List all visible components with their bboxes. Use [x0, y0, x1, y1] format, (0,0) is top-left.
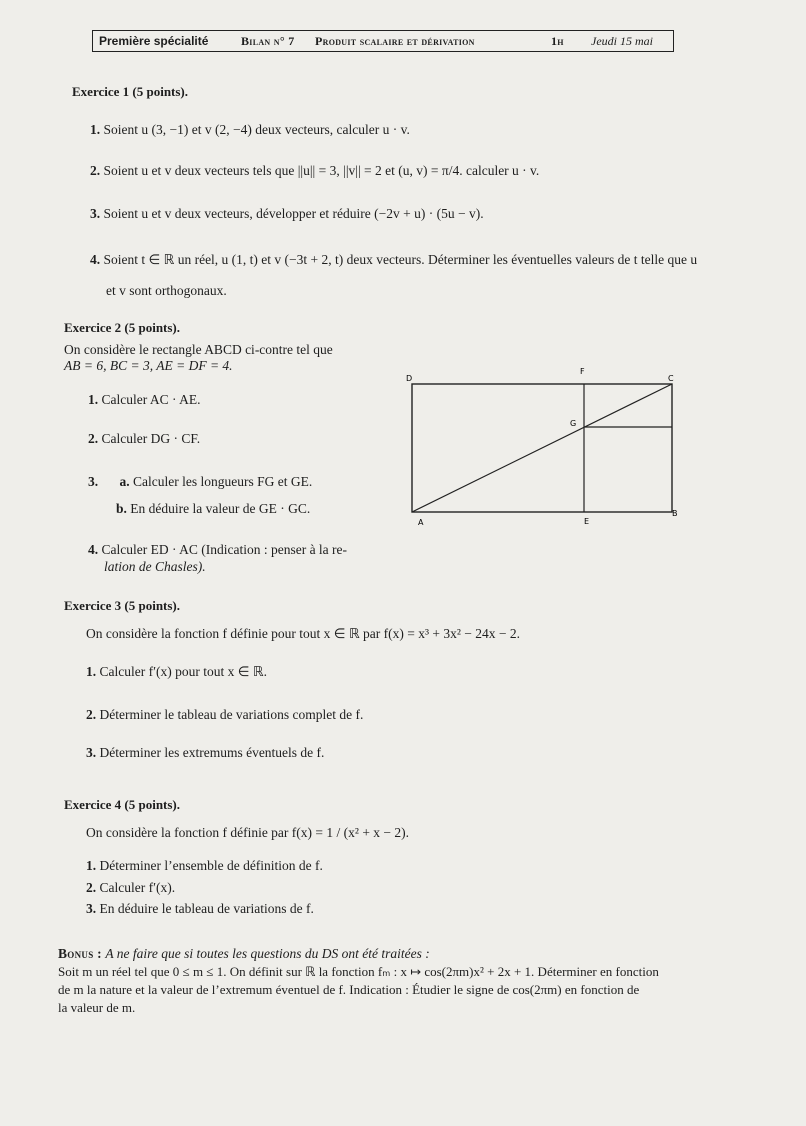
- bonus-heading: [58, 946, 430, 962]
- bonus-label: Bonus :: [58, 946, 102, 961]
- ex1-q2-text: Soient u et v deux vecteurs tels que ||u|| = 3, ||v|| = 2 et (u, v) = π/4. calculer u · v.: [103, 163, 540, 178]
- ex3-q2: [86, 707, 363, 723]
- ex1-q2-num: 2.: [90, 163, 101, 178]
- ex1-q1: [90, 122, 410, 138]
- bonus-line-3: la valeur de m.: [58, 1000, 136, 1015]
- ex2-q3b: [116, 501, 310, 517]
- ex4-q3-num: 3.: [86, 901, 97, 916]
- header-duration: 1h: [551, 34, 564, 48]
- ex1-q3-text: Soient u et v deux vecteurs, développer et réduire (−2v + u) · (5u − v).: [103, 206, 484, 221]
- label-a: A: [418, 518, 424, 527]
- ex4-intro: On considère la fonction f définie par f(x) = 1 / (x² + x − 2).: [86, 825, 410, 840]
- label-c: C: [668, 374, 674, 383]
- rectangle-figure: [398, 362, 688, 530]
- ex2-q1-text: Calculer AC · AE.: [101, 392, 201, 407]
- ex2-q4-text: Calculer ED · AC (Indication : penser à la re-: [101, 542, 348, 557]
- bonus-line-2: de m la nature et la valeur de l’extremum éventuel de f. Indication : Étudier le signe de cos(2πm) en fonction de: [58, 982, 640, 997]
- ex2-q4: [88, 542, 347, 558]
- ex2-q4-num: 4.: [88, 542, 99, 557]
- ex2-q3b-text: En déduire la valeur de GE · GC.: [130, 501, 311, 516]
- header-topic: Produit scalaire et dérivation: [315, 34, 475, 48]
- ex3-q3-text: Déterminer les extremums éventuels de f.: [99, 745, 325, 760]
- header-date: Jeudi 15 mai: [591, 34, 653, 48]
- header-level: Première spécialité: [99, 34, 209, 48]
- header-box: [92, 30, 674, 52]
- ex2-q3-num: 3.: [88, 474, 99, 489]
- ex4-q2-text: Calculer f′(x).: [99, 880, 176, 895]
- label-d: D: [406, 374, 413, 383]
- label-b: B: [672, 509, 678, 518]
- ex3-q1: [86, 664, 267, 680]
- ex2-q3: [88, 474, 312, 490]
- ex4-q1-text: Déterminer l’ensemble de définition de f.: [99, 858, 323, 873]
- ex4-q2: [86, 880, 175, 896]
- ex4-q3-text: En déduire le tableau de variations de f.: [99, 901, 314, 916]
- ex4-q3: [86, 901, 314, 917]
- ex1-title: Exercice 1 (5 points).: [72, 84, 189, 99]
- diagonal-ac: [412, 384, 672, 512]
- ex3-q1-text: Calculer f′(x) pour tout x ∈ ℝ.: [99, 664, 267, 679]
- ex1-q1-num: 1.: [90, 122, 101, 137]
- ex2-q3a-label: a.: [119, 474, 130, 489]
- ex2-q3a-text: Calculer les longueurs FG et GE.: [133, 474, 313, 489]
- header-bilan: Bilan n° 7: [241, 34, 295, 48]
- bonus-note: A ne faire que si toutes les questions du DS ont été traitées :: [105, 946, 430, 961]
- ex2-title: Exercice 2 (5 points).: [64, 320, 181, 335]
- ex1-q3: [90, 206, 484, 222]
- ex1-q4-num: 4.: [90, 252, 101, 267]
- ex3-q3: [86, 745, 324, 761]
- ex2-q1: [88, 392, 200, 408]
- label-f: F: [580, 367, 585, 376]
- ex1-q1-text: Soient u (3, −1) et v (2, −4) deux vecteurs, calculer u · v.: [103, 122, 410, 137]
- ex2-q1-num: 1.: [88, 392, 99, 407]
- ex2-q2: [88, 431, 200, 447]
- ex4-q1: [86, 858, 323, 874]
- hidden-guide: [412, 384, 584, 512]
- ex2-intro-2: AB = 6, BC = 3, AE = DF = 4.: [64, 358, 233, 373]
- ex1-q4: [90, 252, 697, 268]
- ex3-q1-num: 1.: [86, 664, 97, 679]
- ex1-q4-cont: et v sont orthogonaux.: [106, 283, 227, 298]
- ex2-intro-1: On considère le rectangle ABCD ci-contre tel que: [64, 342, 333, 357]
- ex3-q3-num: 3.: [86, 745, 97, 760]
- ex2-q2-text: Calculer DG · CF.: [101, 431, 201, 446]
- ex3-q2-text: Déterminer le tableau de variations complet de f.: [99, 707, 364, 722]
- bonus-line-1: Soit m un réel tel que 0 ≤ m ≤ 1. On définit sur ℝ la fonction fₘ : x ↦ cos(2πm)x² + 2x + 1. Déterminer en fonction: [58, 964, 659, 979]
- ex3-intro: On considère la fonction f définie pour tout x ∈ ℝ par f(x) = x³ + 3x² − 24x − 2.: [86, 626, 521, 641]
- ex2-q3b-label: b.: [116, 501, 127, 516]
- label-e: E: [584, 517, 590, 526]
- ex4-title: Exercice 4 (5 points).: [64, 797, 181, 812]
- ex2-q2-num: 2.: [88, 431, 99, 446]
- ex3-title: Exercice 3 (5 points).: [64, 598, 181, 613]
- ex1-q3-num: 3.: [90, 206, 101, 221]
- ex4-q1-num: 1.: [86, 858, 97, 873]
- ex3-q2-num: 2.: [86, 707, 97, 722]
- ex1-q2: [90, 163, 539, 179]
- label-g: G: [570, 419, 577, 428]
- ex2-q4-cont: lation de Chasles).: [104, 559, 206, 574]
- ex4-q2-num: 2.: [86, 880, 97, 895]
- ex1-q4-text: Soient t ∈ ℝ un réel, u (1, t) et v (−3t + 2, t) deux vecteurs. Déterminer les éventuelles valeurs de t telle que u: [103, 252, 698, 267]
